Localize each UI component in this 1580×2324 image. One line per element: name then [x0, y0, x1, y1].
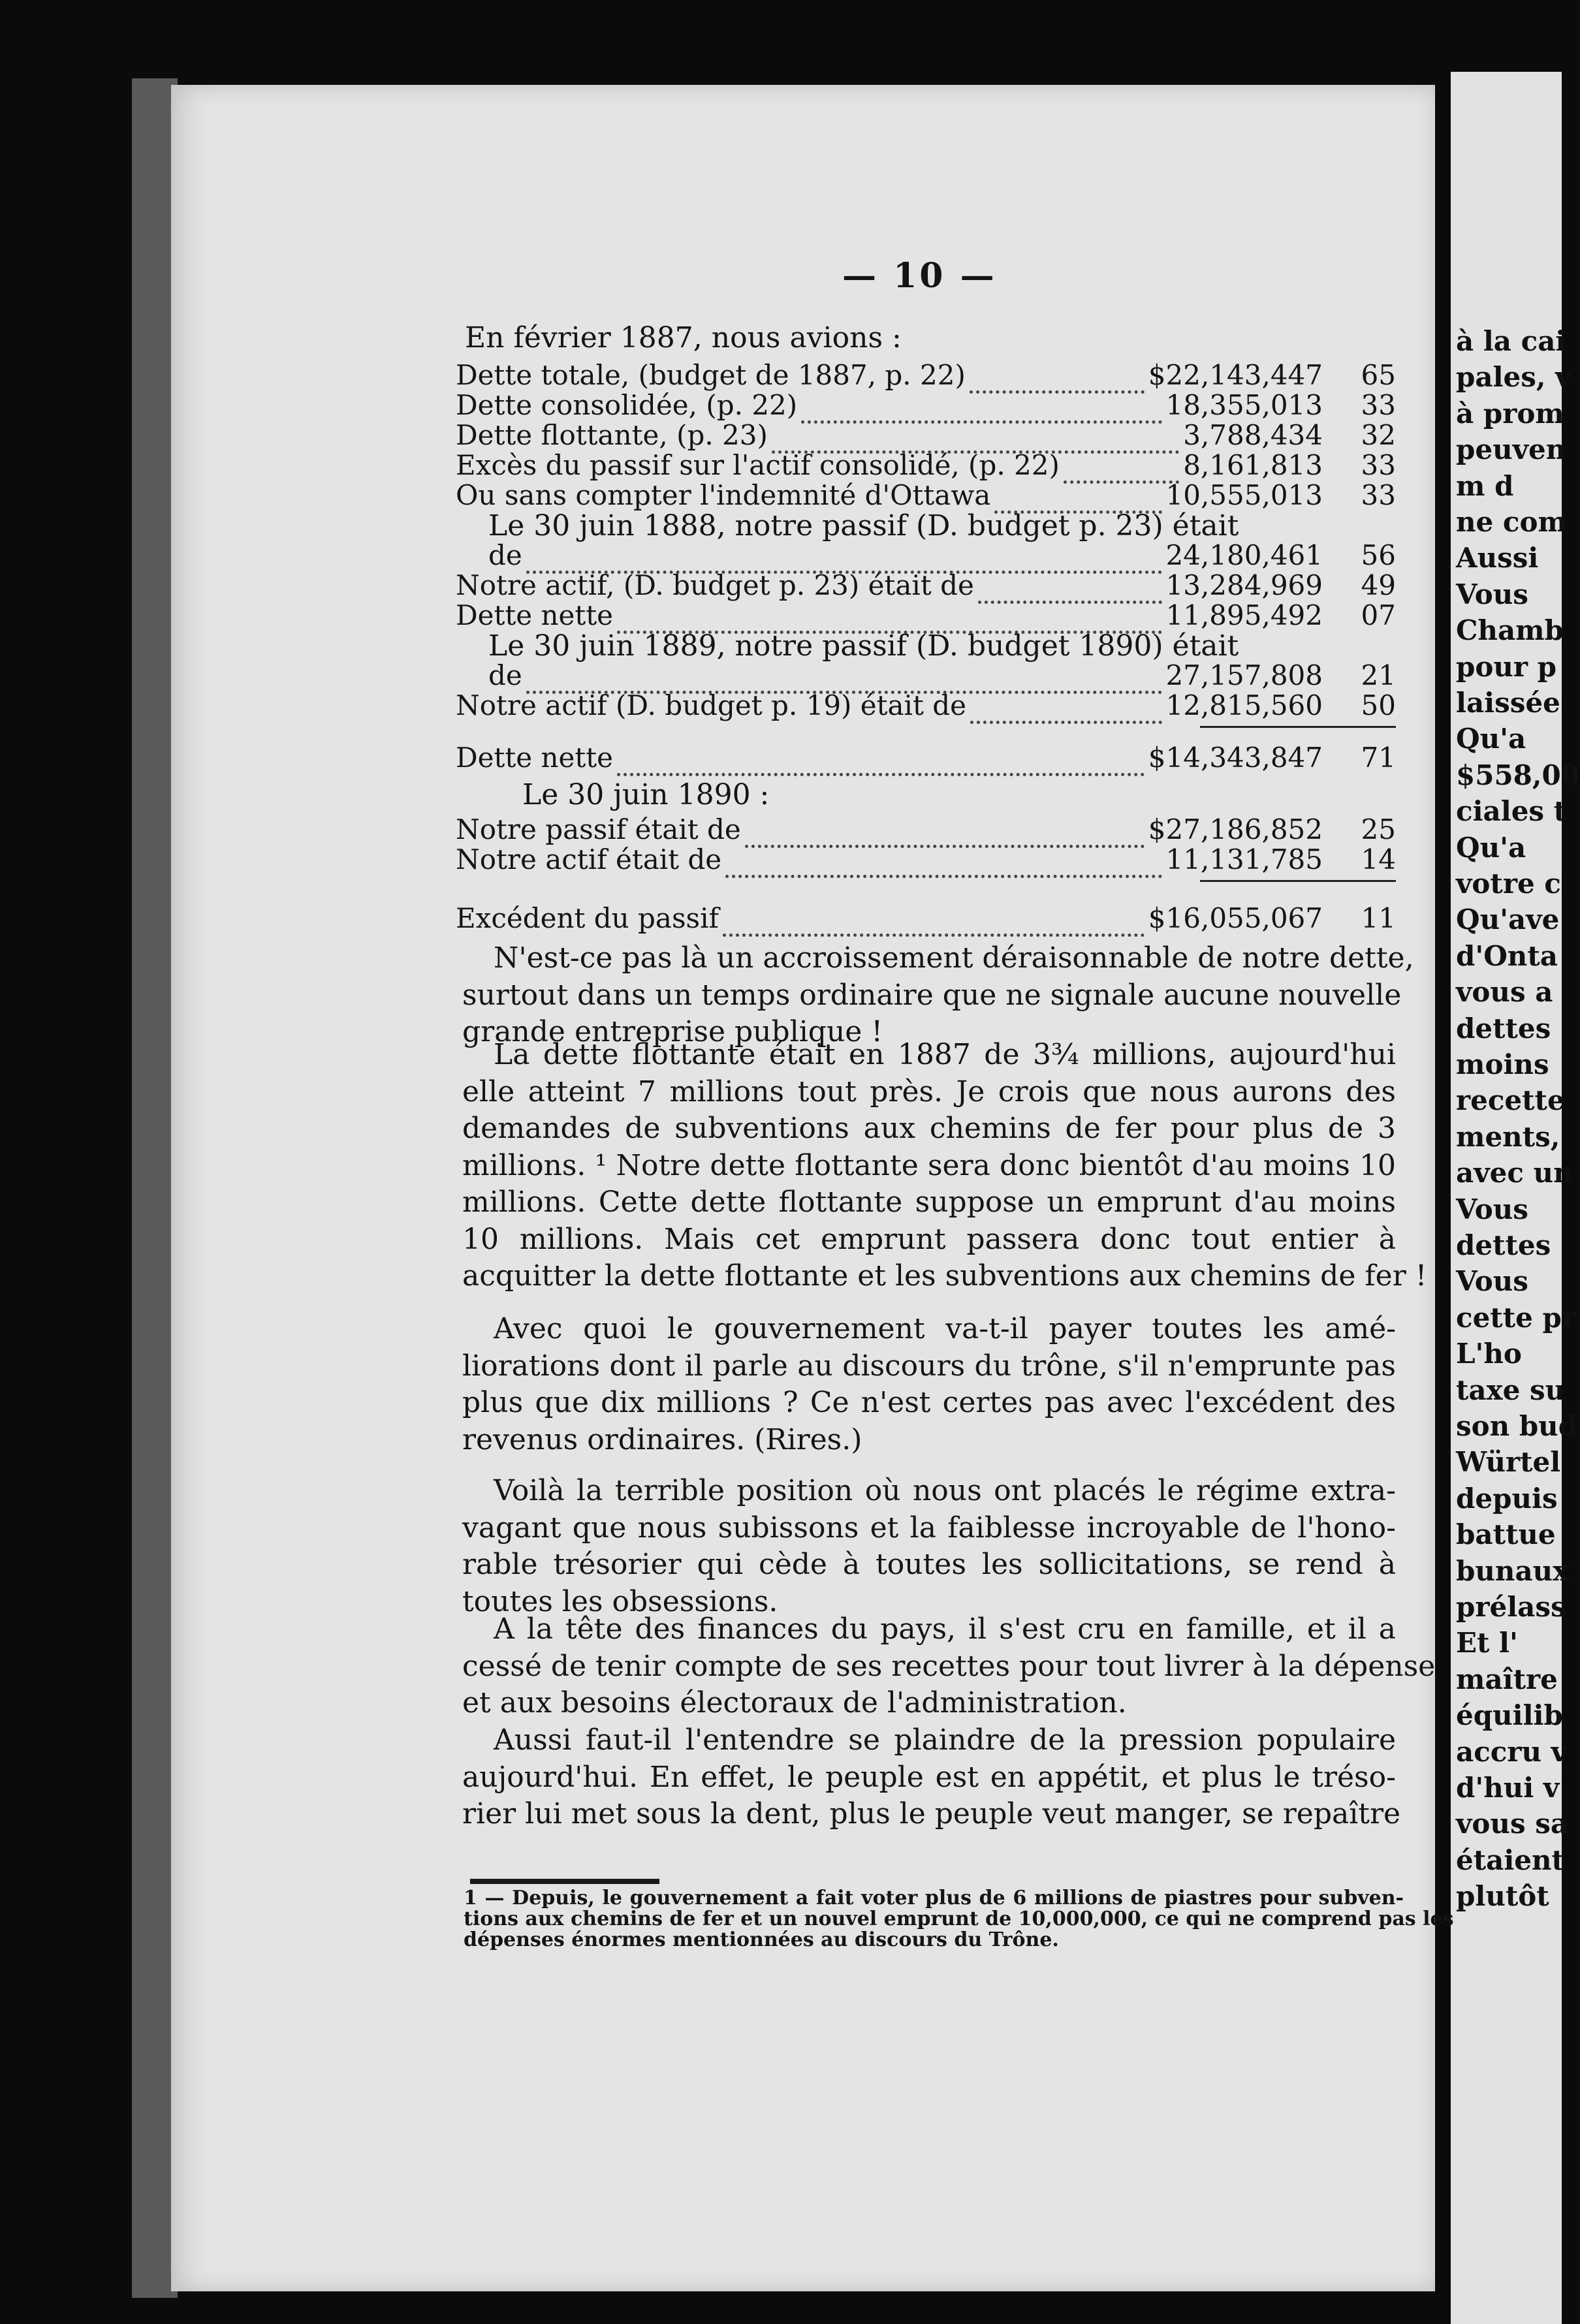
ledger-cents: 33	[1361, 479, 1396, 511]
right-page-fragment: d'Onta	[1456, 940, 1558, 972]
right-page-fragment: $558,00	[1456, 759, 1580, 791]
paragraph	[462, 1473, 1396, 1620]
ledger-amount: 11,895,492	[1165, 599, 1323, 631]
paragraph-line: Aussi faut-il l'entendre se plaindre de la pression populaire	[494, 1723, 1396, 1757]
ledger-label: Dette consolidée, (p. 22)	[456, 389, 798, 421]
ledger-amount: 13,284,969	[1165, 569, 1323, 601]
dot-leader	[723, 907, 1145, 937]
right-page-fragment: peuven	[1456, 433, 1566, 465]
right-page-fragment: accru v	[1456, 1736, 1568, 1768]
right-page-fragment: vous a	[1456, 976, 1553, 1008]
footnote-line: 1 — Depuis, le gouvernement a fait voter plus de 6 millions de piastres pour subven-	[464, 1887, 1404, 1909]
ledger-label: Notre actif (D. budget p. 19) était de	[456, 689, 966, 721]
paragraph-line: elle atteint 7 millions tout près. Je crois que nous aurons des	[462, 1075, 1396, 1108]
ledger-cents: 50	[1361, 689, 1396, 721]
sum-rule	[1200, 726, 1396, 728]
ledger-heading: Le 30 juin 1888, notre passif (D. budget p. 23) était	[488, 509, 1239, 542]
ledger-cents: 65	[1361, 359, 1396, 391]
footnote-line: dépenses énormes mentionnées au discours du Trône.	[464, 1928, 1059, 1951]
footnote-line: tions aux chemins de fer et un nouvel emprunt de 10,000,000, ce qui ne comprend pas les	[464, 1908, 1454, 1930]
paragraph-line: aujourd'hui. En effet, le peuple est en appétit, et plus le tréso-	[462, 1760, 1396, 1794]
sum-rule	[1200, 880, 1396, 882]
paragraph-line: A la tête des finances du pays, il s'est cru en famille, et il a	[494, 1612, 1396, 1646]
page-number: — 10 —	[842, 256, 997, 296]
ledger-label: Dette flottante, (p. 23)	[456, 419, 768, 451]
ledger-amount: 3,788,434	[1183, 419, 1323, 451]
dot-leader	[801, 394, 1162, 424]
dot-leader	[970, 695, 1162, 724]
paragraph-line: plus que dix millions ? Ce n'est certes pas avec l'excédent des	[462, 1386, 1396, 1419]
intro-line: En février 1887, nous avions :	[465, 321, 902, 354]
paragraph-line: rable trésorier qui cède à toutes les sollicitations, se rend à	[462, 1548, 1396, 1581]
right-page-fragment: équilib	[1456, 1699, 1563, 1731]
paragraph-line: millions. ¹ Notre dette flottante sera donc bientôt d'au moins 10	[462, 1148, 1396, 1182]
right-page-fragment: son bud	[1456, 1410, 1578, 1442]
paragraph-line: acquitter la dette flottante et les subventions aux chemins de fer !	[462, 1259, 1427, 1293]
ledger-cents: 71	[1361, 742, 1396, 774]
right-page-fragment: laissée	[1456, 687, 1560, 719]
ledger-amount: 18,355,013	[1165, 389, 1323, 421]
dot-leader	[725, 849, 1162, 878]
ledger-heading: Le 30 juin 1889, notre passif (D. budget 1890) était	[488, 629, 1239, 663]
ledger-label: de	[488, 659, 522, 691]
dot-leader	[978, 574, 1162, 604]
right-page-fragment: Chamb	[1456, 614, 1564, 646]
ledger-label: Notre passif était de	[456, 813, 741, 845]
ledger-cents: 07	[1361, 599, 1396, 631]
right-page-fragment: m d	[1456, 470, 1514, 502]
right-page-fragment: taxe su	[1456, 1374, 1566, 1406]
right-page-fragment: battue	[1456, 1518, 1556, 1550]
right-page-fragment: vous sa	[1456, 1808, 1569, 1840]
ledger-label: Excédent du passif	[456, 902, 719, 934]
paragraph-line: toutes les obsessions.	[462, 1584, 778, 1618]
ledger-cents: 21	[1361, 659, 1396, 691]
right-page-fragment: pales, v	[1456, 361, 1572, 393]
right-page-fragment: cette pr	[1456, 1302, 1576, 1334]
dot-leader	[970, 364, 1145, 394]
right-page-fragment: à la cai	[1456, 325, 1566, 357]
ledger-label: Ou sans compter l'indemnité d'Ottawa	[456, 479, 991, 511]
ledger-amount: $27,186,852	[1148, 813, 1323, 845]
right-page-fragment: ments,	[1456, 1121, 1560, 1153]
right-page-fragment: Vous	[1456, 578, 1528, 610]
right-page-fragment: pour p	[1456, 651, 1557, 683]
right-page-fragment: dettes	[1456, 1229, 1551, 1261]
paragraph-line: N'est-ce pas là un accroissement déraisonnable de notre dette,	[494, 941, 1414, 975]
ledger-amount: $22,143,447	[1148, 359, 1323, 391]
right-page-fragment: prélass	[1456, 1591, 1566, 1623]
right-page-fragment: Qu'a	[1456, 832, 1526, 864]
footnote-rule	[470, 1879, 659, 1884]
dot-leader	[1064, 454, 1179, 484]
ledger-amount: $14,343,847	[1148, 742, 1323, 774]
ledger-cents: 11	[1361, 902, 1396, 934]
paragraph-line: et aux besoins électoraux de l'administration.	[462, 1686, 1127, 1719]
paragraph-line: demandes de subventions aux chemins de fer pour plus de 3	[462, 1112, 1396, 1145]
right-page-fragment: ciales t	[1456, 795, 1567, 827]
right-page-fragment: Vous	[1456, 1265, 1528, 1297]
ledger-cents: 56	[1361, 539, 1396, 571]
ledger-cents: 33	[1361, 389, 1396, 421]
ledger-amount: 24,180,461	[1165, 539, 1323, 571]
dot-leader	[617, 747, 1145, 776]
paragraph-line: grande entreprise publique !	[462, 1015, 883, 1048]
ledger-amount: 27,157,808	[1165, 659, 1323, 691]
right-page-fragment: avec un	[1456, 1157, 1573, 1189]
right-page-fragment: votre c	[1456, 868, 1561, 900]
paragraph-line: La dette flottante était en 1887 de 3¾ millions, aujourd'hui	[494, 1038, 1396, 1071]
ledger-cents: 49	[1361, 569, 1396, 601]
paragraph-line: 10 millions. Mais cet emprunt passera donc tout entier à	[462, 1222, 1396, 1256]
ledger-label: Dette totale, (budget de 1887, p. 22)	[456, 359, 966, 391]
paragraph	[462, 1722, 1401, 1833]
right-page-fragment: Vous	[1456, 1193, 1528, 1225]
dot-leader	[745, 819, 1145, 848]
right-page-fragment: recette	[1456, 1084, 1565, 1116]
paragraph-line: vagant que nous subissons et la faiblesse incroyable de l'hono-	[462, 1511, 1396, 1545]
ledger-amount: 8,161,813	[1183, 449, 1323, 481]
paragraph-line: liorations dont il parle au discours du trône, s'il n'emprunte pas	[462, 1349, 1396, 1383]
right-page-fragment: Aussi	[1456, 542, 1539, 574]
ledger-label: Dette nette	[456, 599, 614, 631]
ledger-cents: 14	[1361, 843, 1396, 875]
right-page-fragment: moins	[1456, 1048, 1549, 1080]
ledger-label: Dette nette	[456, 742, 614, 774]
paragraph-line: Voilà la terrible position où nous ont placés le régime extra-	[494, 1474, 1396, 1507]
right-page-fragment: Qu'ave	[1456, 903, 1560, 935]
right-page-fragment: Et l'	[1456, 1627, 1518, 1659]
paragraph-line: revenus ordinaires. (Rires.)	[462, 1422, 862, 1456]
paragraph-line: rier lui met sous la dent, plus le peuple veut manger, se repaître	[462, 1797, 1401, 1830]
ledger-label: de	[488, 539, 522, 571]
paragraph	[462, 1611, 1436, 1722]
paragraph-line: surtout dans un temps ordinaire que ne signale aucune nouvelle	[462, 978, 1402, 1012]
footnote	[464, 1887, 1454, 1951]
paragraph-line: Avec quoi le gouvernement va-t-il payer toutes les amé-	[494, 1312, 1396, 1345]
right-page-fragment: L'ho	[1456, 1338, 1522, 1370]
right-page-fragment: d'hui v	[1456, 1772, 1560, 1804]
paragraph	[462, 940, 1414, 1051]
paragraph-line: cessé de tenir compte de ses recettes pour tout livrer à la dépense	[462, 1649, 1436, 1683]
right-page-fragment: bunaux	[1456, 1555, 1570, 1587]
ledger-amount: $16,055,067	[1148, 902, 1323, 934]
paragraph	[462, 1311, 1396, 1458]
right-page-fragment: Würtel	[1456, 1446, 1561, 1478]
right-page-fragment: à prom	[1456, 398, 1564, 430]
ledger-label: Notre actif, (D. budget p. 23) était de	[456, 569, 974, 601]
right-page-fragment: étaient	[1456, 1844, 1564, 1876]
right-page-fragment: ne com	[1456, 506, 1567, 538]
right-page-fragment: dettes	[1456, 1013, 1551, 1044]
right-page-fragment: maître	[1456, 1663, 1558, 1695]
ledger-cents: 33	[1361, 449, 1396, 481]
ledger-cents: 25	[1361, 813, 1396, 845]
ledger-label: Excès du passif sur l'actif consolidé, (p. 22)	[456, 449, 1060, 481]
right-page-fragment: depuis	[1456, 1483, 1558, 1515]
right-page-fragment: Qu'a	[1456, 723, 1526, 755]
paragraph-line: millions. Cette dette flottante suppose un emprunt d'au moins	[462, 1186, 1396, 1219]
paragraph	[462, 1037, 1427, 1295]
ledger-label: Notre actif était de	[456, 843, 722, 875]
ledger-cents: 32	[1361, 419, 1396, 451]
ledger-amount: 10,555,013	[1165, 479, 1323, 511]
ledger-heading: Le 30 juin 1890 :	[522, 778, 770, 811]
right-page-fragment: plutôt	[1456, 1880, 1549, 1912]
ledger-amount: 12,815,560	[1165, 689, 1323, 721]
ledger-amount: 11,131,785	[1165, 843, 1323, 875]
